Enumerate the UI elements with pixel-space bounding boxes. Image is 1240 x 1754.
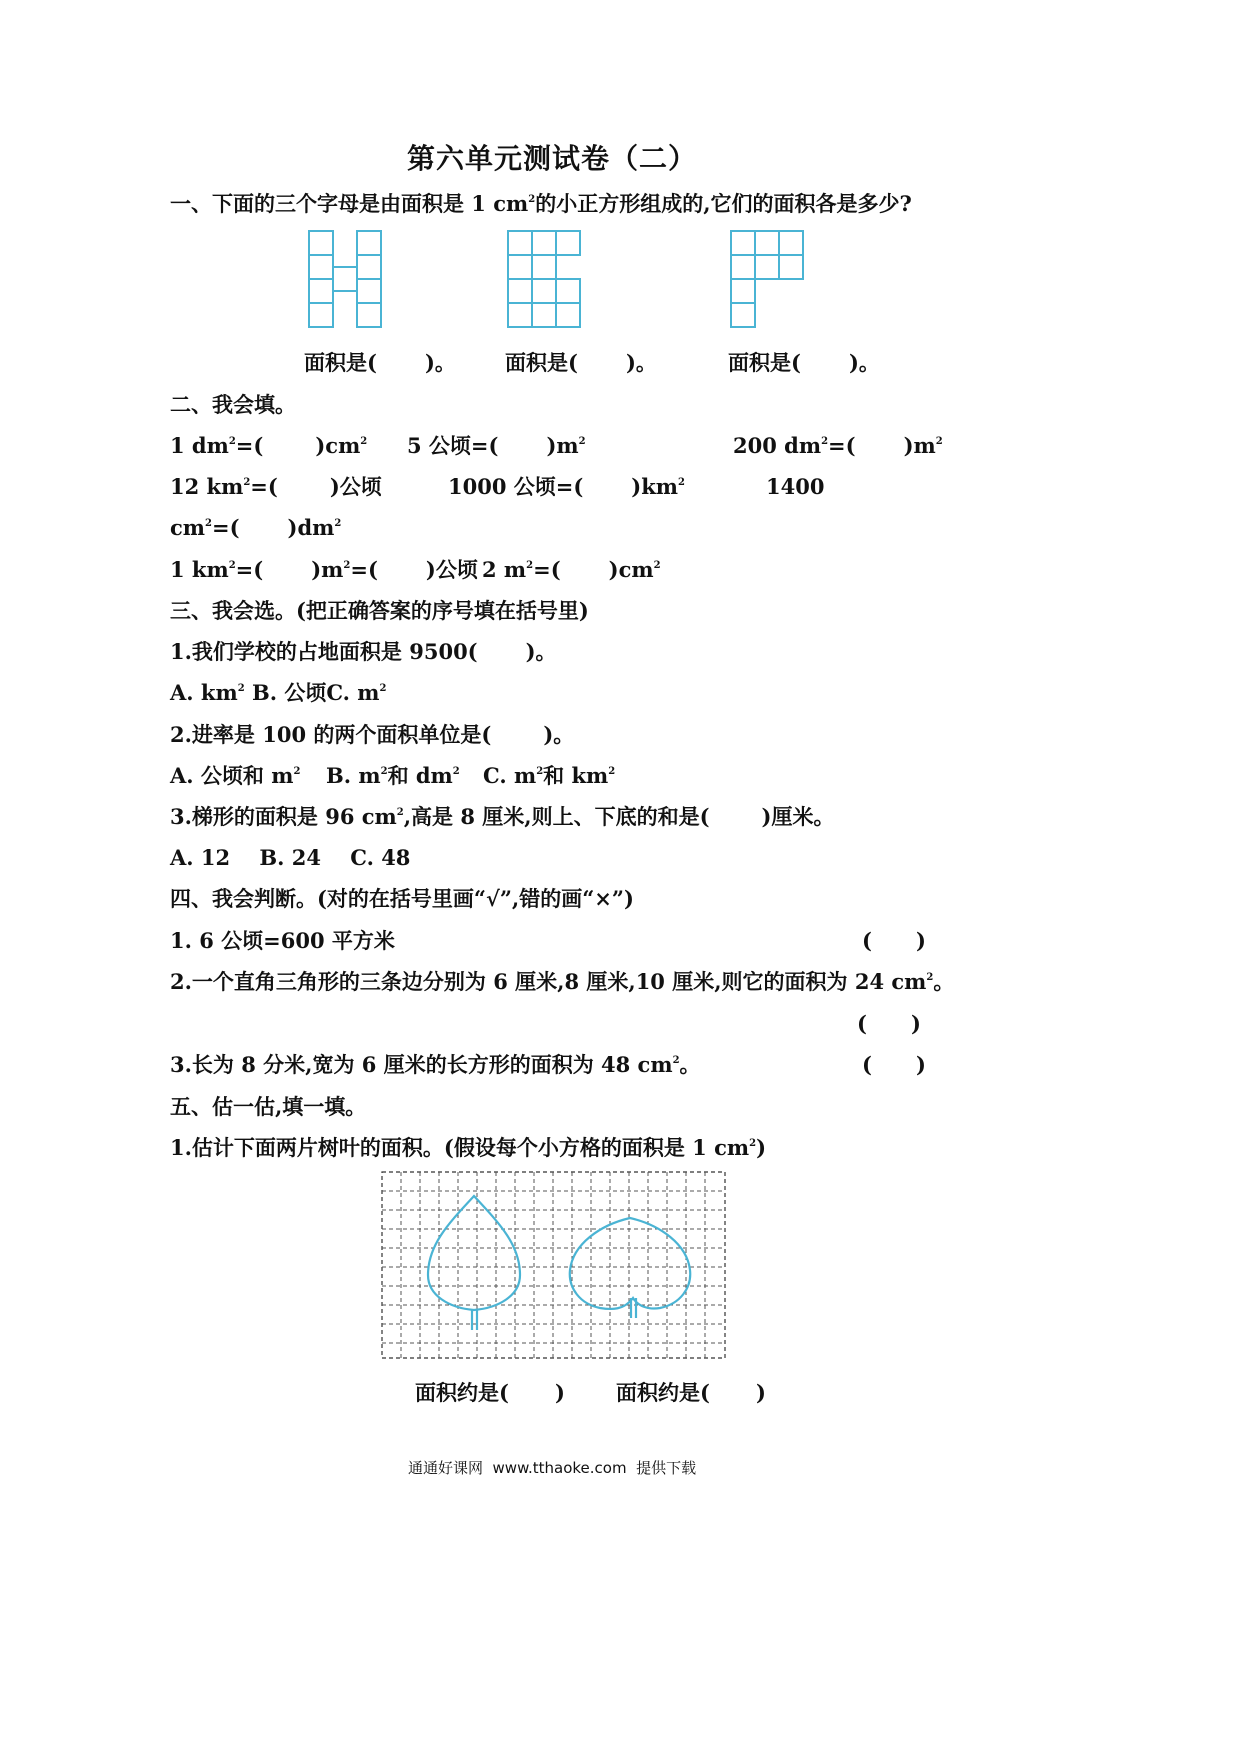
h-right-cell xyxy=(357,279,381,303)
page-title: 第六单元测试卷（二） xyxy=(407,142,698,175)
area-answer-e[interactable]: 面积是( )。 xyxy=(505,350,657,375)
e-spine-cell xyxy=(508,255,532,279)
fill-ha-km2[interactable]: 1000 公顷=( )$km^2$ xyxy=(448,474,685,499)
e-arm-cell xyxy=(532,279,556,303)
fill-cm2-dm2[interactable]: $cm^2=$( )$dm^2$ xyxy=(170,515,342,540)
h-left-cell xyxy=(309,255,333,279)
h-right-cell xyxy=(357,231,381,255)
choice-q2[interactable]: 2.进率是 100 的两个面积单位是( )。 xyxy=(170,722,575,747)
judge-q2: 2.一个直角三角形的三条边分别为 6 厘米,8 厘米,10 厘米,则它的面积为 24 $cm^2$。 xyxy=(170,969,955,994)
f-spine-cell xyxy=(731,303,755,327)
h-right-cell xyxy=(357,303,381,327)
leaf-area-answer-1[interactable]: 面积约是( ) xyxy=(415,1380,565,1405)
footer-text: 通通好课网 www.tthaoke.com 提供下载 xyxy=(408,1459,697,1477)
judge-q1-answer[interactable]: ( ) xyxy=(862,928,926,953)
section4-heading: 四、我会判断。(对的在括号里画“√”,错的画“×”) xyxy=(170,886,634,911)
choice-q2-option-b: B. $m^2$和 $dm^2$ xyxy=(326,763,460,788)
e-arm-cell xyxy=(556,303,580,327)
h-bridge-cell xyxy=(333,267,357,291)
letter-grids-figure xyxy=(0,0,1100,400)
f-arm-cell xyxy=(755,255,779,279)
fill-dm2-cm2[interactable]: 1 $dm^2=$( )$cm^2$ xyxy=(170,433,368,458)
judge-q3: 3.长为 8 分米,宽为 6 厘米的长方形的面积为 48 $cm^2$。 xyxy=(170,1052,701,1077)
choice-q1-options: A. $km^2$ B. 公顷C. $m^2$ xyxy=(170,680,387,705)
choice-q3-options: A. 12 B. 24 C. 48 xyxy=(170,845,411,870)
fill-cm2-dm2-value: 1400 xyxy=(766,474,825,499)
h-left-cell xyxy=(309,279,333,303)
judge-q3-answer[interactable]: ( ) xyxy=(862,1052,926,1077)
f-arm-cell xyxy=(779,231,803,255)
e-arm-cell xyxy=(556,231,580,255)
fill-ha-m2[interactable]: 5 公顷=( )$m^2$ xyxy=(407,433,586,458)
fill-m2-cm2[interactable]: 2 $m^2=$( )$cm^2$ xyxy=(482,557,661,582)
e-arm-cell xyxy=(532,255,556,279)
leaf-2-outline xyxy=(570,1218,690,1309)
leaf-2-stem xyxy=(631,1298,636,1318)
fill-dm2-m2[interactable]: 200 $dm^2=$( )$m^2$ xyxy=(733,433,943,458)
e-spine-cell xyxy=(508,279,532,303)
f-spine-cell xyxy=(731,231,755,255)
judge-q2-answer[interactable]: ( ) xyxy=(857,1011,921,1036)
section1-heading: 一、下面的三个字母是由面积是 1 $cm^2$的小正方形组成的,它们的面积各是多少? xyxy=(170,191,912,216)
fill-km2-ha[interactable]: 12 $km^2=$( )公顷 xyxy=(170,474,382,499)
leaf-1-outline xyxy=(428,1196,520,1310)
h-right-cell xyxy=(357,255,381,279)
f-spine-cell xyxy=(731,255,755,279)
h-left-cell xyxy=(309,231,333,255)
choice-q2-option-a: A. 公顷和 $m^2$ xyxy=(170,763,301,788)
section2-heading: 二、我会填。 xyxy=(170,392,296,417)
e-spine-cell xyxy=(508,231,532,255)
f-arm-cell xyxy=(755,231,779,255)
section5-heading: 五、估一估,填一填。 xyxy=(170,1094,367,1119)
leaf-1-stem xyxy=(472,1310,477,1330)
e-arm-cell xyxy=(556,279,580,303)
h-left-cell xyxy=(309,303,333,327)
leaf-area-answer-2[interactable]: 面积约是( ) xyxy=(616,1380,766,1405)
e-spine-cell xyxy=(508,303,532,327)
leaf-grid-figure xyxy=(380,1170,730,1360)
area-answer-f[interactable]: 面积是( )。 xyxy=(728,350,880,375)
f-spine-cell xyxy=(731,279,755,303)
fill-km2-m2-ha[interactable]: 1 $km^2=$( )$m^2=$( )公顷 xyxy=(170,557,478,582)
judge-q1: 1. 6 公顷=600 平方米 xyxy=(170,928,395,953)
choice-q2-option-c: C. $m^2$和 $km^2$ xyxy=(483,763,616,788)
choice-q3[interactable]: 3.梯形的面积是 96 $cm^2$,高是 8 厘米,则上、下底的和是( )厘米。 xyxy=(170,804,835,829)
e-arm-cell xyxy=(532,231,556,255)
choice-q1[interactable]: 1.我们学校的占地面积是 9500( )。 xyxy=(170,639,557,664)
f-arm-cell xyxy=(779,255,803,279)
e-arm-cell xyxy=(532,303,556,327)
section3-heading: 三、我会选。(把正确答案的序号填在括号里) xyxy=(170,598,589,623)
estimate-q1: 1.估计下面两片树叶的面积。(假设每个小方格的面积是 1 $cm^2$) xyxy=(170,1135,767,1160)
area-answer-h[interactable]: 面积是( )。 xyxy=(304,350,456,375)
